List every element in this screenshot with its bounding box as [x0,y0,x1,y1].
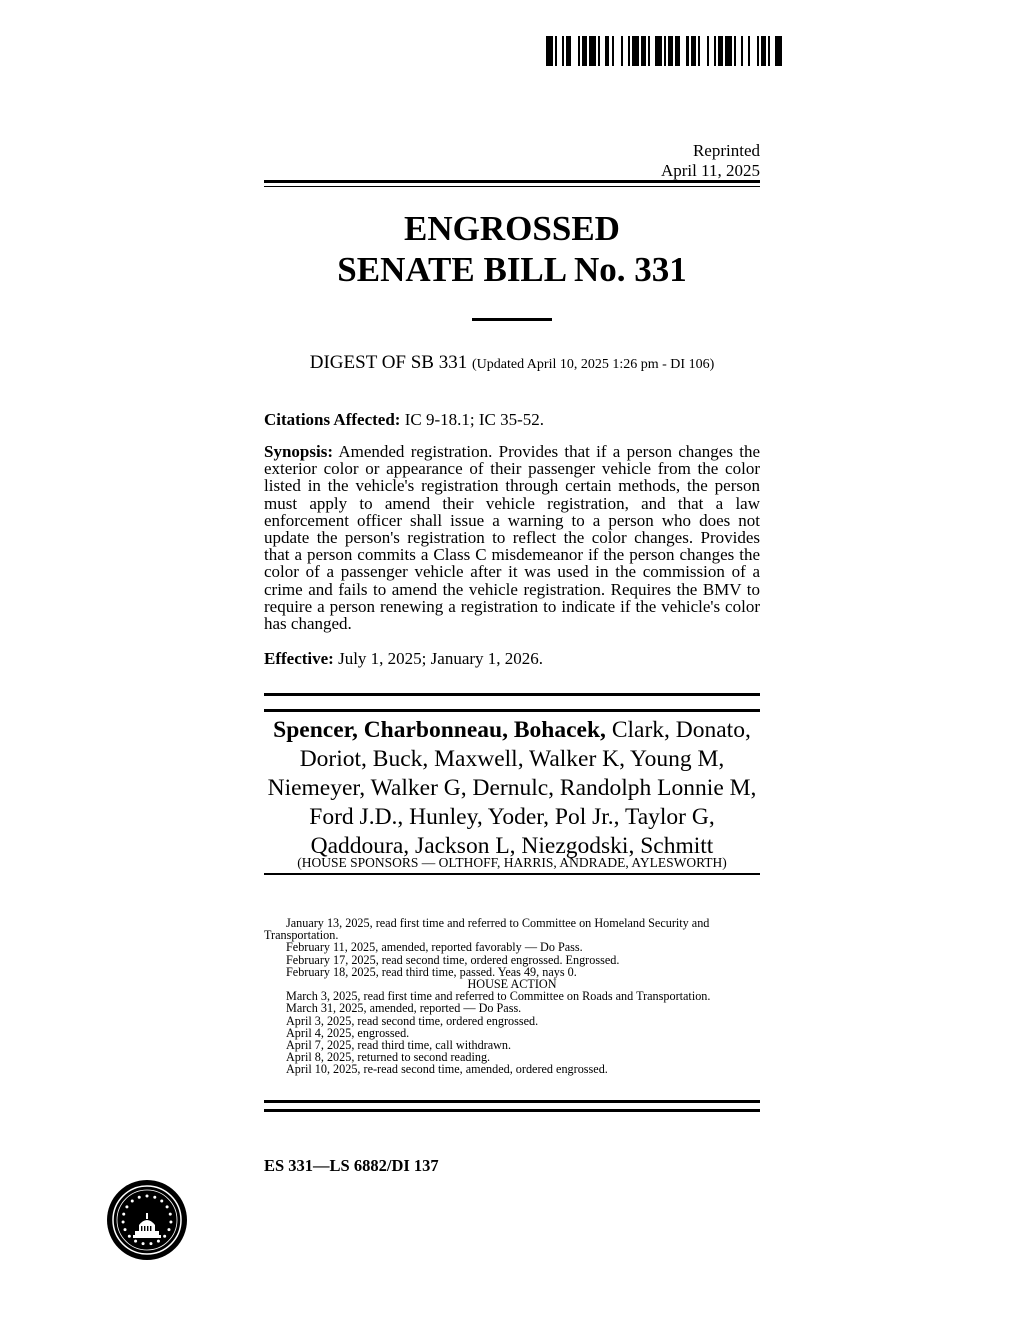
synopsis-label: Synopsis: [264,442,333,461]
citations-text: IC 9-18.1; IC 35-52. [404,410,544,429]
house-sponsors: (HOUSE SPONSORS — OLTHOFF, HARRIS, ANDRADE, AYLESWORTH) [297,855,727,870]
digest-label: DIGEST OF SB 331 [309,352,468,373]
senate-action: February 11, 2025, amended, reported favorably — Do Pass. [286,940,583,955]
synopsis [264,443,760,632]
sponsors-rule [264,873,760,875]
legislative-actions [264,917,760,1076]
bill-identifier: ES 331—LS 6882/DI 137 [264,1156,439,1175]
digest-heading [264,352,760,374]
bottom-rule-2 [264,1109,760,1112]
bill-title-line1: ENGROSSED [404,209,620,248]
effective-text: July 1, 2025; January 1, 2026. [338,649,544,668]
house-action: March 3, 2025, read first time and referred to Committee on Roads and Transportation. [286,989,711,1004]
primary-sponsors: Spencer, Charbonneau, Bohacek, [273,717,606,743]
senate-sponsors [262,716,762,861]
house-action: April 10, 2025, re-read second time, amended, ordered engrossed. [286,1062,608,1077]
citations-affected [264,411,760,428]
house-action: March 31, 2025, amended, reported — Do Pass. [286,1001,522,1016]
senate-action: January 13, 2025, read first time and referred to Committee on Homeland Security and Transportation. [264,916,710,943]
citations-label: Citations Affected: [264,410,401,429]
reprint-label: Reprinted [692,141,760,160]
house-action: April 3, 2025, read second time, ordered engrossed. [286,1013,539,1028]
house-action: April 7, 2025, read third time, call withdrawn. [286,1038,512,1053]
house-action-heading: HOUSE ACTION [467,977,557,992]
section-rule-top-1 [264,693,760,696]
synopsis-text: Amended registration. Provides that if a person changes the exterior color or appearance of their passenger vehicle from the color listed in the vehicle's registration through certain methods, the person must apply to amend their vehicle registration, and that a law enforcement officer shall issue a warning to a person who does not update the person's registration to reflect the color changes. Provides that a person commits a Class C misdemeanor if the person changes the color of a passenger vehicle after it was used in the commission of a crime and fails to amend the vehicle registration. Requires the BMV to require a person renewing a registration to indicate if the vehicle's color has changed. [264,442,761,634]
section-rule-top-2 [264,709,760,712]
effective-date [264,650,760,667]
house-action: April 4, 2025, engrossed. [286,1025,410,1040]
bottom-rule-1 [264,1100,760,1103]
title-divider [472,318,552,321]
header-rule-thick [264,180,760,183]
barcode [546,36,782,66]
bill-title-line2: SENATE BILL No. 331 [337,250,687,289]
senate-action: February 18, 2025, read third time, passed. Yeas 49, nays 0. [286,964,577,979]
header-rule-thin [264,186,760,187]
senate-action: February 17, 2025, read second time, ordered engrossed. Engrossed. [286,952,620,967]
house-action: April 8, 2025, returned to second reading. [286,1050,491,1065]
co-sponsors: Clark, Donato, Doriot, Buck, Maxwell, Walker K, Young M, Niemeyer, Walker G, Dernulc, Randolph Lonnie M, Ford J.D., Hunley, Yoder, Pol Jr., Taylor G, Qaddoura, Jackson L, Niezgodski, Schmitt [267,717,757,859]
reprint-date: April 11, 2025 [660,161,760,180]
digest-updated: (Updated April 10, 2025 1:26 pm - DI 106) [471,357,715,372]
effective-label: Effective: [264,649,334,668]
state-seal-icon [106,1179,188,1261]
